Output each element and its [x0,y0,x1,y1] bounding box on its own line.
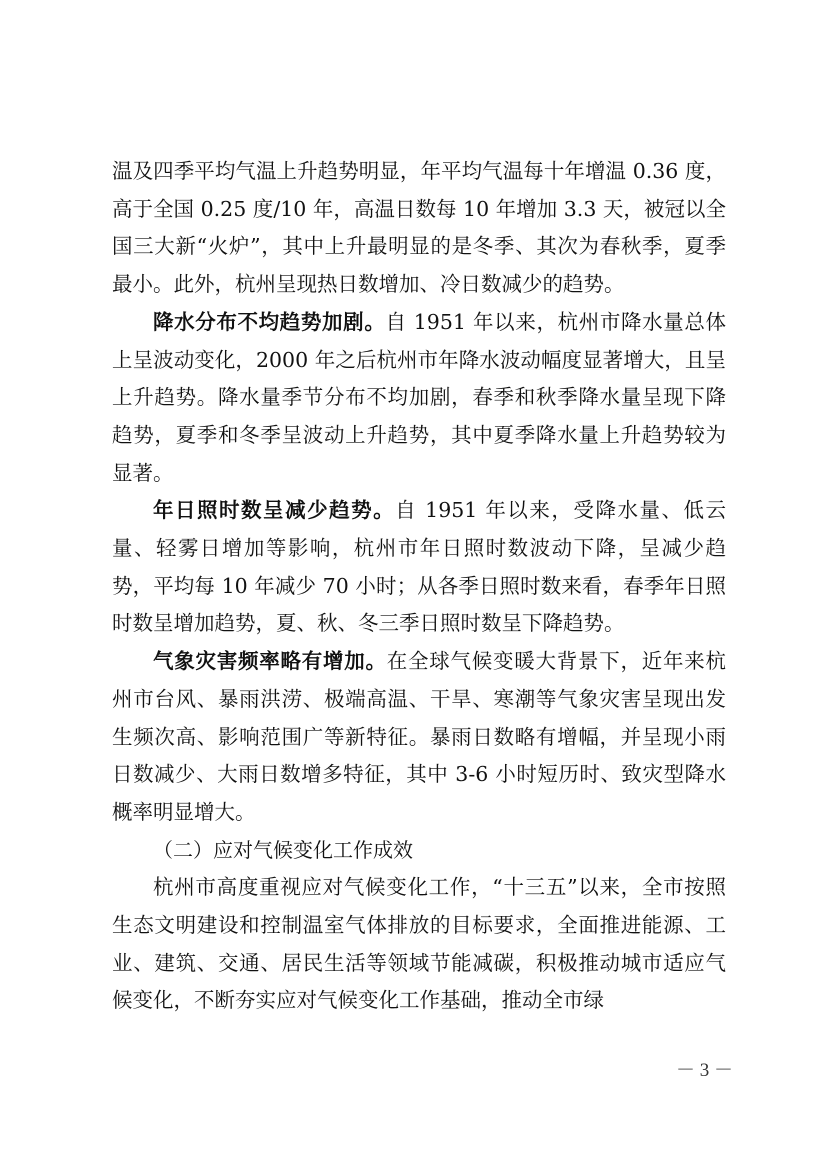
page-number: － 3 － [676,1060,734,1081]
body-text [112,153,726,1020]
paragraph-lead: 年日照时数呈减少趋势。 [153,498,396,523]
paragraph-text: 自 1951 年以来，杭州市降水量总体上呈波动变化，2000 年之后杭州市年降水波动幅度显著增大，且呈上升趋势。降水量季节分布不均加剧，春季和秋季降水量呈现下降趋势，夏季和冬季呈波动上升趋势，其中夏季降水量上升趋势较为显著。 [112,309,727,485]
paragraph-text: 温及四季平均气温上升趋势明显，年平均气温每十年增温 0.36 度，高于全国 0.25 度/10 年，高温日数每 10 年增加 3.3 天，被冠以全国三大新“火炉”，其中上升最明显的是冬季、其次为春秋季，夏季最小。此外，杭州呈现热日数增加、冷日数减少的趋势。 [112,159,726,297]
section-subheading: （二）应对气候变化工作成效 [153,837,413,862]
paragraph-disasters [112,643,726,832]
paragraph-sunshine [112,492,726,643]
paragraph-precipitation [112,304,726,493]
paragraph-text: 杭州市高度重视应对气候变化工作，“十三五”以来，全市按照生态文明建设和控制温室气体排放的目标要求，全面推进能源、工业、建筑、交通、居民生活等领域节能减碳，积极推动城市适应气候变化，不断夯实应对气候变化工作基础，推动全市绿 [112,875,726,1013]
paragraph-text: 自 1951 年以来，受降水量、低云量、轻雾日增加等影响，杭州市年日照时数波动下降，呈减少趋势，平均每 10 年减少 70 小时；从各季日照时数来看，春季年日照时数呈增加趋势，夏、秋、冬三季日照时数呈下降趋势。 [112,498,727,636]
paragraph-temperature [112,153,726,304]
paragraph-response [112,869,726,1020]
paragraph-lead: 降水分布不均趋势加剧。 [153,309,386,334]
paragraph-lead: 气象灾害频率略有增加。 [153,649,387,674]
paragraph-text: 在全球气候变暖大背景下，近年来杭州市台风、暴雨洪涝、极端高温、干旱、寒潮等气象灾害呈现出发生频次高、影响范围广等新特征。暴雨日数略有增幅，并呈现小雨日数减少、大雨日数增多特征，其中 3-6 小时短历时、致灾型降水概率明显增大。 [112,649,726,824]
